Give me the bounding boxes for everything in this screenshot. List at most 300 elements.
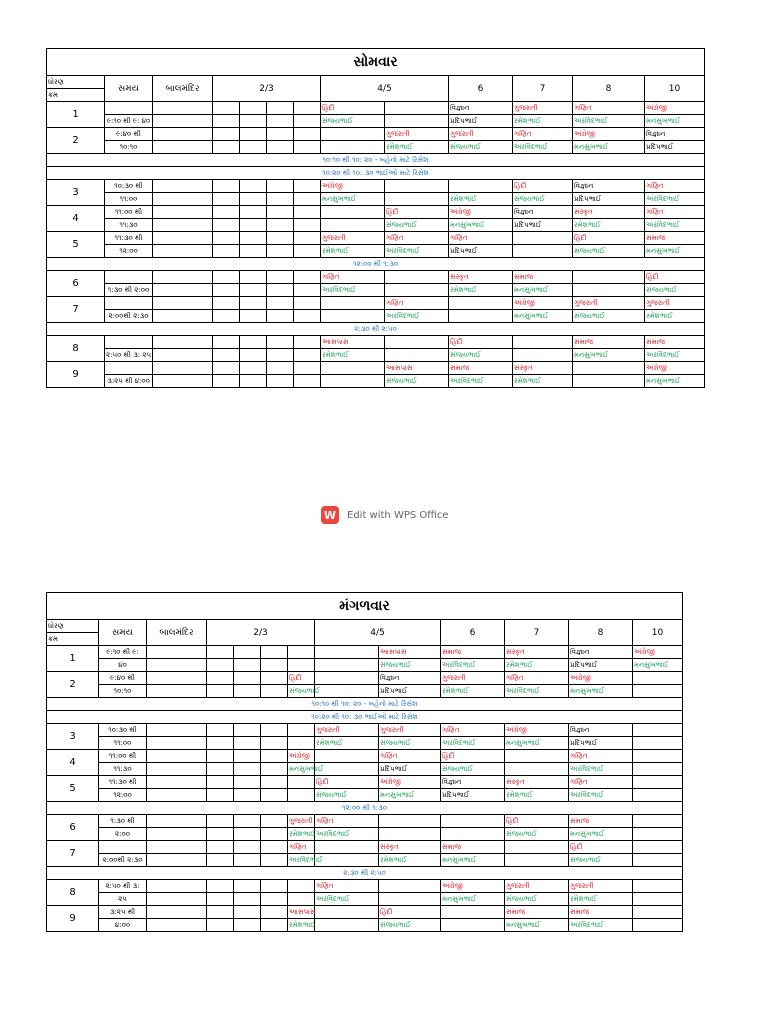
teacher-cell xyxy=(573,375,645,388)
teacher-cell: સંજયભાઈ xyxy=(385,219,449,232)
subject-cell xyxy=(385,180,449,193)
subject-cell xyxy=(294,362,321,375)
teacher-cell: મનસુખભાઈ xyxy=(449,219,513,232)
period-row xyxy=(47,284,705,297)
period-number: 8 xyxy=(47,336,105,362)
subject-cell: ગણિત xyxy=(385,232,449,245)
subject-cell xyxy=(240,362,267,375)
subject-cell xyxy=(147,776,207,789)
subject-cell: સમાજ xyxy=(449,362,513,375)
subject-cell: ગણિત xyxy=(513,128,573,141)
subject-cell xyxy=(261,750,288,763)
teacher-cell xyxy=(261,685,288,698)
teacher-cell xyxy=(234,763,261,776)
teacher-cell: પ્રદિપભાઈ xyxy=(573,193,645,206)
subject-cell xyxy=(449,297,513,310)
subject-cell xyxy=(147,880,207,893)
teacher-cell xyxy=(294,310,321,323)
subject-cell: વિજ્ઞાન xyxy=(569,724,633,737)
teacher-cell: અરવિંદભાઈ xyxy=(569,919,633,932)
subject-cell xyxy=(513,336,573,349)
teacher-cell: મનસુખભાઈ xyxy=(441,893,505,906)
subject-cell: ગુજરાતી xyxy=(513,102,573,115)
subject-cell xyxy=(441,906,505,919)
teacher-cell: સંજયભાઈ xyxy=(645,284,705,297)
break-row xyxy=(47,323,705,336)
subject-cell: અંગ્રેજી xyxy=(321,180,385,193)
teacher-cell: અરવિંદભાઈ xyxy=(449,375,513,388)
teacher-cell xyxy=(288,893,315,906)
subject-cell xyxy=(153,271,213,284)
teacher-cell: સંજયભાઈ xyxy=(449,349,513,362)
subject-cell: ગુજરાતી xyxy=(573,297,645,310)
period-time: ૧૧:૦૦ થી xyxy=(99,750,147,763)
teacher-cell xyxy=(261,919,288,932)
teacher-cell xyxy=(207,893,234,906)
subject-cell xyxy=(294,102,321,115)
teacher-cell xyxy=(294,284,321,297)
subject-cell: ગણિત xyxy=(315,880,379,893)
header-std-10: 10 xyxy=(633,620,683,646)
subject-cell: વિજ્ઞાન xyxy=(573,180,645,193)
teacher-cell xyxy=(321,375,385,388)
subject-cell xyxy=(633,672,683,685)
teacher-cell: મનસુખભાઈ xyxy=(633,659,683,672)
header-std-4-5: 4/5 xyxy=(321,76,449,102)
subject-cell: ગુજરાતી xyxy=(379,724,441,737)
subject-cell xyxy=(267,297,294,310)
period-row xyxy=(47,893,683,906)
teacher-cell xyxy=(240,284,267,297)
teacher-cell: અરવિંદભાઈ xyxy=(645,219,705,232)
subject-cell: સંસ્કૃત xyxy=(505,646,569,659)
teacher-cell xyxy=(207,789,234,802)
header-std-6: 6 xyxy=(449,76,513,102)
teacher-cell xyxy=(633,763,683,776)
subject-cell xyxy=(267,128,294,141)
subject-cell xyxy=(234,672,261,685)
subject-cell xyxy=(449,180,513,193)
day-title-row xyxy=(47,593,683,620)
subject-cell: વિજ્ઞાન xyxy=(379,672,441,685)
subject-cell xyxy=(385,271,449,284)
teacher-cell xyxy=(449,310,513,323)
period-row xyxy=(47,841,683,854)
teacher-cell: અરવિંદભાઈ xyxy=(569,789,633,802)
subject-cell: હિંદી xyxy=(569,841,633,854)
subject-cell: ગુજરાતી xyxy=(645,297,705,310)
period-number: 3 xyxy=(47,180,105,206)
subject-cell: ગુજરાતી xyxy=(288,815,315,828)
period-row xyxy=(47,828,683,841)
subject-cell xyxy=(261,841,288,854)
subject-cell xyxy=(240,102,267,115)
teacher-cell xyxy=(207,919,234,932)
teacher-cell: મનસુખભાઈ xyxy=(505,737,569,750)
subject-cell xyxy=(147,646,207,659)
period-time: ૧૧:૩૦ થી xyxy=(105,232,153,245)
teacher-cell xyxy=(385,284,449,297)
teacher-cell xyxy=(633,828,683,841)
period-row xyxy=(47,245,705,258)
subject-cell: અંગ્રેજી xyxy=(449,206,513,219)
header-row xyxy=(47,76,705,89)
teacher-cell: મનસુખભાઈ xyxy=(288,763,315,776)
header-std-10: 10 xyxy=(645,76,705,102)
subject-cell xyxy=(267,336,294,349)
teacher-cell xyxy=(153,375,213,388)
teacher-cell: અરવિંદભાઈ xyxy=(315,893,379,906)
subject-cell xyxy=(315,750,379,763)
teacher-cell xyxy=(213,375,240,388)
teacher-cell xyxy=(505,763,569,776)
period-time: ૯:૪૦ થી xyxy=(99,672,147,685)
period-row xyxy=(47,310,705,323)
teacher-cell: સંજયભાઈ xyxy=(573,245,645,258)
period-time: ૯:૧૦ થી ૯: xyxy=(99,646,147,659)
teacher-cell: મનસુખભાઈ xyxy=(645,245,705,258)
teacher-cell: સંજયભાઈ xyxy=(288,685,315,698)
period-time: ૨:૦૦થી ૨:૩૦ xyxy=(105,310,153,323)
teacher-cell: પ્રદિપભાઈ xyxy=(569,659,633,672)
period-time: ૨:૫૦ થી ૩: ૨૫ xyxy=(105,349,153,362)
subject-cell: વિજ્ઞાન xyxy=(513,206,573,219)
subject-cell xyxy=(147,906,207,919)
subject-cell xyxy=(240,180,267,193)
teacher-cell: અરવિંદભાઈ xyxy=(321,284,385,297)
subject-cell xyxy=(153,232,213,245)
teacher-cell: રમેશભાઈ xyxy=(449,284,513,297)
subject-cell xyxy=(153,206,213,219)
period-row xyxy=(47,362,705,375)
subject-cell xyxy=(321,297,385,310)
subject-cell: હિંદી xyxy=(315,776,379,789)
subject-cell: હિંદી xyxy=(321,102,385,115)
teacher-cell xyxy=(379,828,441,841)
teacher-cell: રમેશભાઈ xyxy=(449,193,513,206)
period-row xyxy=(47,880,683,893)
teacher-cell: પ્રદિપભાઈ xyxy=(569,737,633,750)
period-number: 2 xyxy=(47,672,99,698)
teacher-cell xyxy=(315,919,379,932)
period-time: ૨:૫૦ થી ૩: xyxy=(99,880,147,893)
period-time: ૧૧:૩૦ xyxy=(105,219,153,232)
teacher-cell xyxy=(294,349,321,362)
teacher-cell: અરવિંદભાઈ xyxy=(441,737,505,750)
timetable-monday xyxy=(46,48,705,388)
header-std-8: 8 xyxy=(573,76,645,102)
subject-cell: સંસ્કૃત xyxy=(573,206,645,219)
period-number: 8 xyxy=(47,880,99,906)
teacher-cell xyxy=(288,737,315,750)
teacher-cell: પ્રદિપભાઈ xyxy=(441,789,505,802)
period-number: 1 xyxy=(47,646,99,672)
day-title-row xyxy=(47,49,705,76)
period-row xyxy=(47,102,705,115)
teacher-cell xyxy=(261,828,288,841)
subject-cell xyxy=(261,672,288,685)
break-row xyxy=(47,711,683,724)
subject-cell: હિંદી xyxy=(645,271,705,284)
subject-cell xyxy=(234,880,261,893)
break-row xyxy=(47,802,683,815)
subject-cell xyxy=(147,815,207,828)
subject-cell xyxy=(321,206,385,219)
day-title: સોમવાર xyxy=(47,49,705,76)
period-row xyxy=(47,815,683,828)
teacher-cell xyxy=(267,115,294,128)
teacher-cell xyxy=(153,141,213,154)
subject-cell xyxy=(207,815,234,828)
subject-cell: ગુજરાતી xyxy=(321,232,385,245)
teacher-cell xyxy=(385,193,449,206)
period-time: ૧૦:૧૦ xyxy=(99,685,147,698)
teacher-cell: અરવિંદભાઈ xyxy=(385,245,449,258)
break-text: ૧૦:૨૦ થી ૧૦: ૩૦ ભાઈઓ માટે રિસેશ xyxy=(47,711,683,724)
teacher-cell xyxy=(147,828,207,841)
teacher-cell: મનસુખભાઈ xyxy=(321,193,385,206)
subject-cell: અંગ્રેજી xyxy=(441,880,505,893)
subject-cell: ગણિત xyxy=(505,672,569,685)
teacher-cell: રમેશભાઈ xyxy=(441,685,505,698)
subject-cell xyxy=(234,815,261,828)
teacher-cell xyxy=(234,737,261,750)
teacher-cell xyxy=(267,141,294,154)
teacher-cell xyxy=(234,789,261,802)
period-row xyxy=(47,919,683,932)
teacher-cell xyxy=(261,737,288,750)
timetable-tuesday xyxy=(46,592,683,932)
teacher-cell xyxy=(234,828,261,841)
period-row xyxy=(47,906,683,919)
header-std-2-3: 2/3 xyxy=(207,620,315,646)
subject-cell xyxy=(261,646,288,659)
teacher-cell xyxy=(153,310,213,323)
teacher-cell: મનસુખભાઈ xyxy=(513,284,573,297)
subject-cell: ગુજરાતી xyxy=(505,880,569,893)
teacher-cell xyxy=(573,284,645,297)
subject-cell xyxy=(267,232,294,245)
subject-cell xyxy=(315,672,379,685)
subject-cell: આસપાસ xyxy=(288,906,315,919)
teacher-cell xyxy=(315,685,379,698)
subject-cell xyxy=(153,362,213,375)
teacher-cell xyxy=(213,310,240,323)
subject-cell xyxy=(633,776,683,789)
period-time: ૨:૦૦થી ૨:૩૦ xyxy=(99,854,147,867)
teacher-cell xyxy=(513,349,573,362)
subject-cell xyxy=(213,297,240,310)
teacher-cell xyxy=(294,245,321,258)
subject-cell: અંગ્રેજી xyxy=(573,128,645,141)
teacher-cell xyxy=(294,219,321,232)
teacher-cell: અરવિંદભાઈ xyxy=(513,141,573,154)
teacher-cell: મનસુખભાઈ xyxy=(569,685,633,698)
teacher-cell: સંજયભાઈ xyxy=(505,828,569,841)
subject-cell xyxy=(153,128,213,141)
period-time xyxy=(105,102,153,115)
break-text: ૨:૩૦ થી ૨:૫૦ xyxy=(47,323,705,336)
period-time: ૪૦ xyxy=(99,659,147,672)
teacher-cell xyxy=(147,659,207,672)
subject-cell xyxy=(294,180,321,193)
teacher-cell: સંજયભાઈ xyxy=(569,854,633,867)
subject-cell: અંગ્રેજી xyxy=(569,672,633,685)
teacher-cell xyxy=(240,219,267,232)
teacher-cell: રમેશભાઈ xyxy=(505,659,569,672)
teacher-cell xyxy=(267,284,294,297)
teacher-cell: પ્રદિપભાઈ xyxy=(379,685,441,698)
subject-cell xyxy=(261,906,288,919)
subject-cell xyxy=(294,232,321,245)
period-row xyxy=(47,232,705,245)
period-time: ૩:૨૫ થી xyxy=(99,906,147,919)
header-samay: સમય xyxy=(99,620,147,646)
subject-cell: ગણિત xyxy=(569,776,633,789)
subject-cell: સમાજ xyxy=(569,906,633,919)
period-number: 1 xyxy=(47,102,105,128)
teacher-cell xyxy=(294,193,321,206)
teacher-cell: સંજયભાઈ xyxy=(379,659,441,672)
subject-cell: ગણિત xyxy=(449,232,513,245)
header-std-8: 8 xyxy=(569,620,633,646)
subject-cell: ગણિત xyxy=(441,724,505,737)
subject-cell xyxy=(147,750,207,763)
subject-cell xyxy=(234,906,261,919)
subject-cell xyxy=(240,271,267,284)
teacher-cell: સંજયભાઈ xyxy=(449,141,513,154)
subject-cell xyxy=(207,880,234,893)
subject-cell xyxy=(240,128,267,141)
teacher-cell: અરવિંદભાઈ xyxy=(315,828,379,841)
teacher-cell: રમેશભાઈ xyxy=(288,919,315,932)
teacher-cell xyxy=(213,245,240,258)
subject-cell xyxy=(573,271,645,284)
subject-cell xyxy=(207,646,234,659)
wps-watermark-text: Edit with WPS Office xyxy=(347,509,449,521)
period-number: 4 xyxy=(47,206,105,232)
period-time xyxy=(99,841,147,854)
period-number: 9 xyxy=(47,906,99,932)
teacher-cell xyxy=(294,115,321,128)
teacher-cell xyxy=(147,893,207,906)
subject-cell: ગુજરાતી xyxy=(385,128,449,141)
teacher-cell xyxy=(240,115,267,128)
subject-cell xyxy=(234,646,261,659)
teacher-cell xyxy=(633,854,683,867)
subject-cell: અંગ્રેજી xyxy=(633,646,683,659)
teacher-cell xyxy=(321,141,385,154)
teacher-cell xyxy=(288,659,315,672)
teacher-cell: સંજયભાઈ xyxy=(385,375,449,388)
teacher-cell: મનસુખભાઈ xyxy=(573,349,645,362)
break-row xyxy=(47,258,705,271)
subject-cell: સમાજ xyxy=(569,815,633,828)
header-std-4-5: 4/5 xyxy=(315,620,441,646)
subject-cell: ગુજરાતી xyxy=(569,880,633,893)
subject-cell xyxy=(321,128,385,141)
teacher-cell xyxy=(153,349,213,362)
subject-cell xyxy=(207,672,234,685)
teacher-cell xyxy=(207,854,234,867)
teacher-cell: સંજયભાઈ xyxy=(379,919,441,932)
period-time xyxy=(105,271,153,284)
period-time: ૩:૨૫ થી ૪:૦૦ xyxy=(105,375,153,388)
teacher-cell xyxy=(207,737,234,750)
teacher-cell xyxy=(267,310,294,323)
subject-cell xyxy=(294,336,321,349)
header-kram: ક્રમ xyxy=(47,89,105,102)
period-row xyxy=(47,336,705,349)
subject-cell xyxy=(207,776,234,789)
subject-cell: હિંદી xyxy=(385,206,449,219)
teacher-cell xyxy=(153,245,213,258)
subject-cell xyxy=(213,206,240,219)
teacher-cell xyxy=(261,659,288,672)
period-time: ૯:૧૦ થી ૯: ૪૦ xyxy=(105,115,153,128)
teacher-cell: સંજયભાઈ xyxy=(379,737,441,750)
teacher-cell: રમેશભાઈ xyxy=(573,219,645,232)
teacher-cell xyxy=(288,789,315,802)
wps-watermark xyxy=(321,506,449,524)
teacher-cell: રમેશભાઈ xyxy=(505,789,569,802)
subject-cell: આસપાસ xyxy=(379,646,441,659)
teacher-cell: રમેશભાઈ xyxy=(321,349,385,362)
subject-cell: ગણિત xyxy=(379,750,441,763)
subject-cell xyxy=(633,880,683,893)
subject-cell xyxy=(261,724,288,737)
subject-cell xyxy=(234,724,261,737)
period-row xyxy=(47,776,683,789)
subject-cell: ગણિત xyxy=(645,206,705,219)
subject-cell xyxy=(261,776,288,789)
subject-cell: ગુજરાતી xyxy=(441,672,505,685)
teacher-cell xyxy=(147,854,207,867)
teacher-cell xyxy=(147,737,207,750)
teacher-cell xyxy=(321,310,385,323)
teacher-cell xyxy=(321,219,385,232)
wps-logo-icon: W xyxy=(321,506,339,524)
subject-cell xyxy=(267,362,294,375)
period-row xyxy=(47,659,683,672)
teacher-cell: પ્રદિપભાઈ xyxy=(513,219,573,232)
subject-cell xyxy=(294,128,321,141)
subject-cell xyxy=(315,906,379,919)
teacher-cell xyxy=(207,763,234,776)
teacher-cell: મનસુખભાઈ xyxy=(569,828,633,841)
subject-cell: સમાજ xyxy=(513,271,573,284)
subject-cell: સંસ્કૃત xyxy=(513,362,573,375)
subject-cell xyxy=(633,815,683,828)
period-row xyxy=(47,737,683,750)
subject-cell: સમાજ xyxy=(441,841,505,854)
teacher-cell xyxy=(441,828,505,841)
teacher-cell xyxy=(315,763,379,776)
break-text: ૧૨:૦૦ થી ૧:૩૦ xyxy=(47,258,705,271)
period-row xyxy=(47,750,683,763)
teacher-cell: સંજયભાઈ xyxy=(321,115,385,128)
teacher-cell xyxy=(633,737,683,750)
period-time: ૧:૩૦ થી xyxy=(99,815,147,828)
teacher-cell xyxy=(261,789,288,802)
subject-cell xyxy=(213,336,240,349)
period-row xyxy=(47,789,683,802)
header-std-7: 7 xyxy=(505,620,569,646)
teacher-cell xyxy=(234,685,261,698)
teacher-cell: મનસુખભાઈ xyxy=(379,789,441,802)
period-row xyxy=(47,180,705,193)
teacher-cell xyxy=(513,245,573,258)
